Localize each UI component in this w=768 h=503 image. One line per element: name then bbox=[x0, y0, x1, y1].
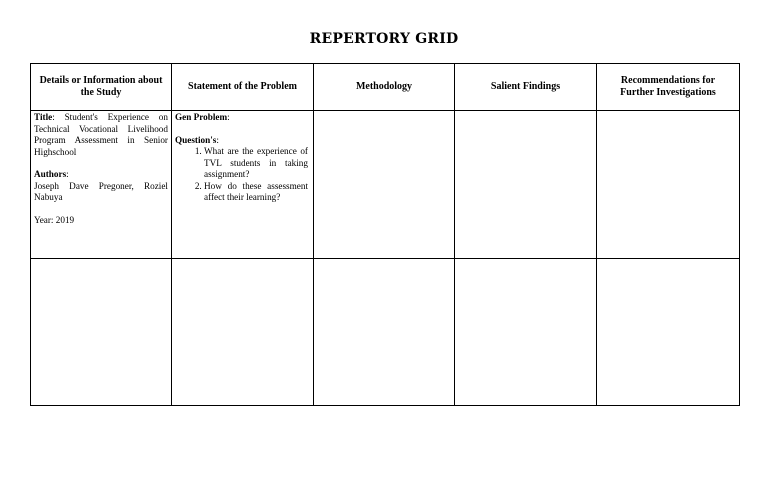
gen-problem-label: Gen Problem bbox=[175, 112, 228, 122]
header-methodology-label: Methodology bbox=[355, 81, 413, 92]
questions-label: Question's bbox=[175, 134, 217, 145]
study-title bbox=[34, 112, 168, 158]
list-item: 2. How do these assessment affect their learning? bbox=[204, 181, 310, 204]
recommendations-cell bbox=[597, 111, 740, 259]
header-recommendations-label: Recommendations for Further Investigations bbox=[620, 75, 716, 98]
authors-text: Joseph Dave Pregoner, Roziel Nabuya bbox=[34, 180, 168, 202]
header-findings-label: Salient Findings bbox=[490, 81, 561, 92]
header-findings bbox=[455, 64, 597, 111]
header-recommendations bbox=[597, 64, 740, 111]
title-label: Title bbox=[34, 112, 53, 122]
header-details bbox=[31, 64, 172, 111]
questions-colon: : bbox=[216, 134, 219, 145]
repertory-grid-table bbox=[30, 63, 740, 406]
header-methodology bbox=[314, 64, 455, 111]
questions-list bbox=[175, 146, 310, 204]
header-details-label: Details or Information about the Study bbox=[39, 75, 163, 98]
page-title: REPERTORY GRID bbox=[309, 31, 459, 47]
empty-cell bbox=[314, 259, 455, 406]
header-row bbox=[31, 64, 740, 111]
title-text: : Student's Experience on Technical Vocational Livelihood Program Assessment in Senior Highschool bbox=[34, 112, 168, 157]
table-row-empty bbox=[31, 259, 740, 406]
details-cell bbox=[31, 111, 172, 259]
empty-cell bbox=[597, 259, 740, 406]
empty-cell bbox=[172, 259, 314, 406]
problem-cell bbox=[172, 111, 314, 259]
header-problem-label: Statement of the Problem bbox=[188, 81, 297, 92]
study-year: Year: 2019 bbox=[34, 214, 75, 225]
authors-colon: : bbox=[66, 169, 69, 179]
gen-problem bbox=[175, 112, 310, 124]
findings-cell bbox=[455, 111, 597, 259]
gen-problem-colon: : bbox=[227, 112, 230, 122]
questions-heading bbox=[175, 135, 310, 147]
header-problem bbox=[172, 64, 314, 111]
empty-cell bbox=[31, 259, 172, 406]
list-item: 1. What are the experience of TVL students in taking assignment? bbox=[204, 146, 310, 181]
methodology-cell bbox=[314, 111, 455, 259]
table-row bbox=[31, 111, 740, 259]
authors-label: Authors bbox=[34, 169, 67, 179]
study-authors bbox=[34, 169, 168, 181]
empty-cell bbox=[455, 259, 597, 406]
